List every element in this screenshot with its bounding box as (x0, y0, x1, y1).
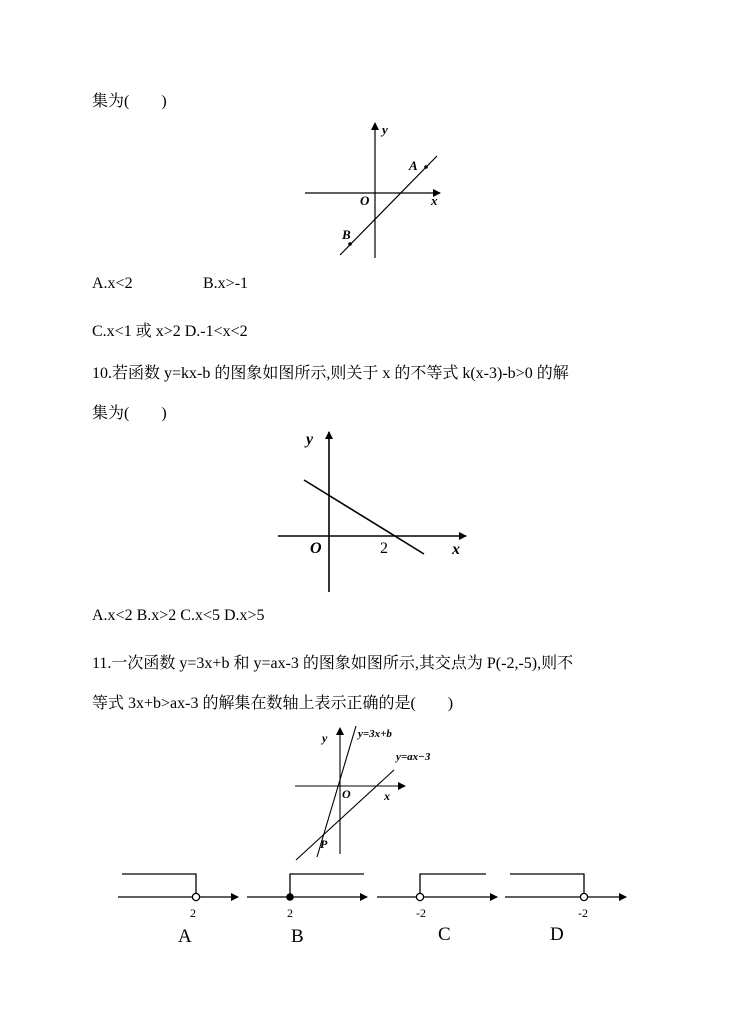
x-label: x (431, 193, 438, 208)
y-label: y (322, 731, 328, 745)
q9-options-cd: C.x<1 或 x>2 D.-1<x<2 (92, 323, 248, 340)
tick-label: 2 (190, 906, 196, 920)
y-label: y (306, 431, 314, 448)
tick-label: 2 (287, 906, 293, 920)
open-point (192, 893, 199, 900)
point-a-label: A (409, 158, 418, 173)
q11-figure (290, 722, 460, 864)
option-letter: A (178, 926, 192, 947)
point-b-label: B (342, 227, 351, 242)
graph-line (304, 480, 424, 554)
number-line-b[interactable] (247, 874, 367, 947)
graph-line (340, 156, 437, 255)
q10-tail: 集为( ) (92, 405, 167, 422)
number-line-a[interactable] (118, 874, 238, 947)
point-a (424, 165, 428, 169)
q11-stem: 11.一次函数 y=3x+b 和 y=ax-3 的图象如图所示,其交点为 P(-2,-5),则不 (92, 655, 574, 672)
y-label: y (382, 122, 388, 137)
q9-option-b: B.x>-1 (203, 275, 249, 292)
q10-figure (272, 426, 472, 596)
tick-label: -2 (416, 906, 426, 920)
q9-option-a: A.x<2 (92, 275, 133, 292)
q9-tail-text: 集为( ) (92, 93, 167, 110)
point-p-label: P (320, 837, 328, 851)
open-point (580, 893, 587, 900)
option-letter: D (550, 924, 564, 945)
x-label: x (384, 789, 390, 803)
line2-label: y=ax−3 (396, 751, 431, 763)
q11-tail: 等式 3x+b>ax-3 的解集在数轴上表示正确的是( ) (92, 695, 454, 712)
q10-stem: 10.若函数 y=kx-b 的图象如图所示,则关于 x 的不等式 k(x-3)-b>0 的解 (92, 365, 569, 382)
option-letter: B (291, 926, 304, 947)
line1-label: y=3x+b (358, 728, 392, 740)
number-line-c[interactable] (377, 874, 497, 945)
q9-figure (300, 118, 450, 260)
open-point (416, 893, 423, 900)
line-ax-minus-3 (296, 770, 394, 860)
tick-label: -2 (578, 906, 588, 920)
closed-point (286, 893, 294, 901)
q10-options: A.x<2 B.x>2 C.x<5 D.x>5 (92, 607, 265, 624)
origin-label: O (360, 193, 370, 208)
number-line-d[interactable] (505, 874, 626, 945)
point-b (348, 242, 352, 246)
tick-label: 2 (380, 540, 388, 557)
option-letter: C (438, 924, 451, 945)
number-lines (110, 862, 640, 952)
origin-label: O (342, 787, 351, 801)
origin-label: O (310, 540, 322, 557)
x-label: x (452, 541, 460, 558)
